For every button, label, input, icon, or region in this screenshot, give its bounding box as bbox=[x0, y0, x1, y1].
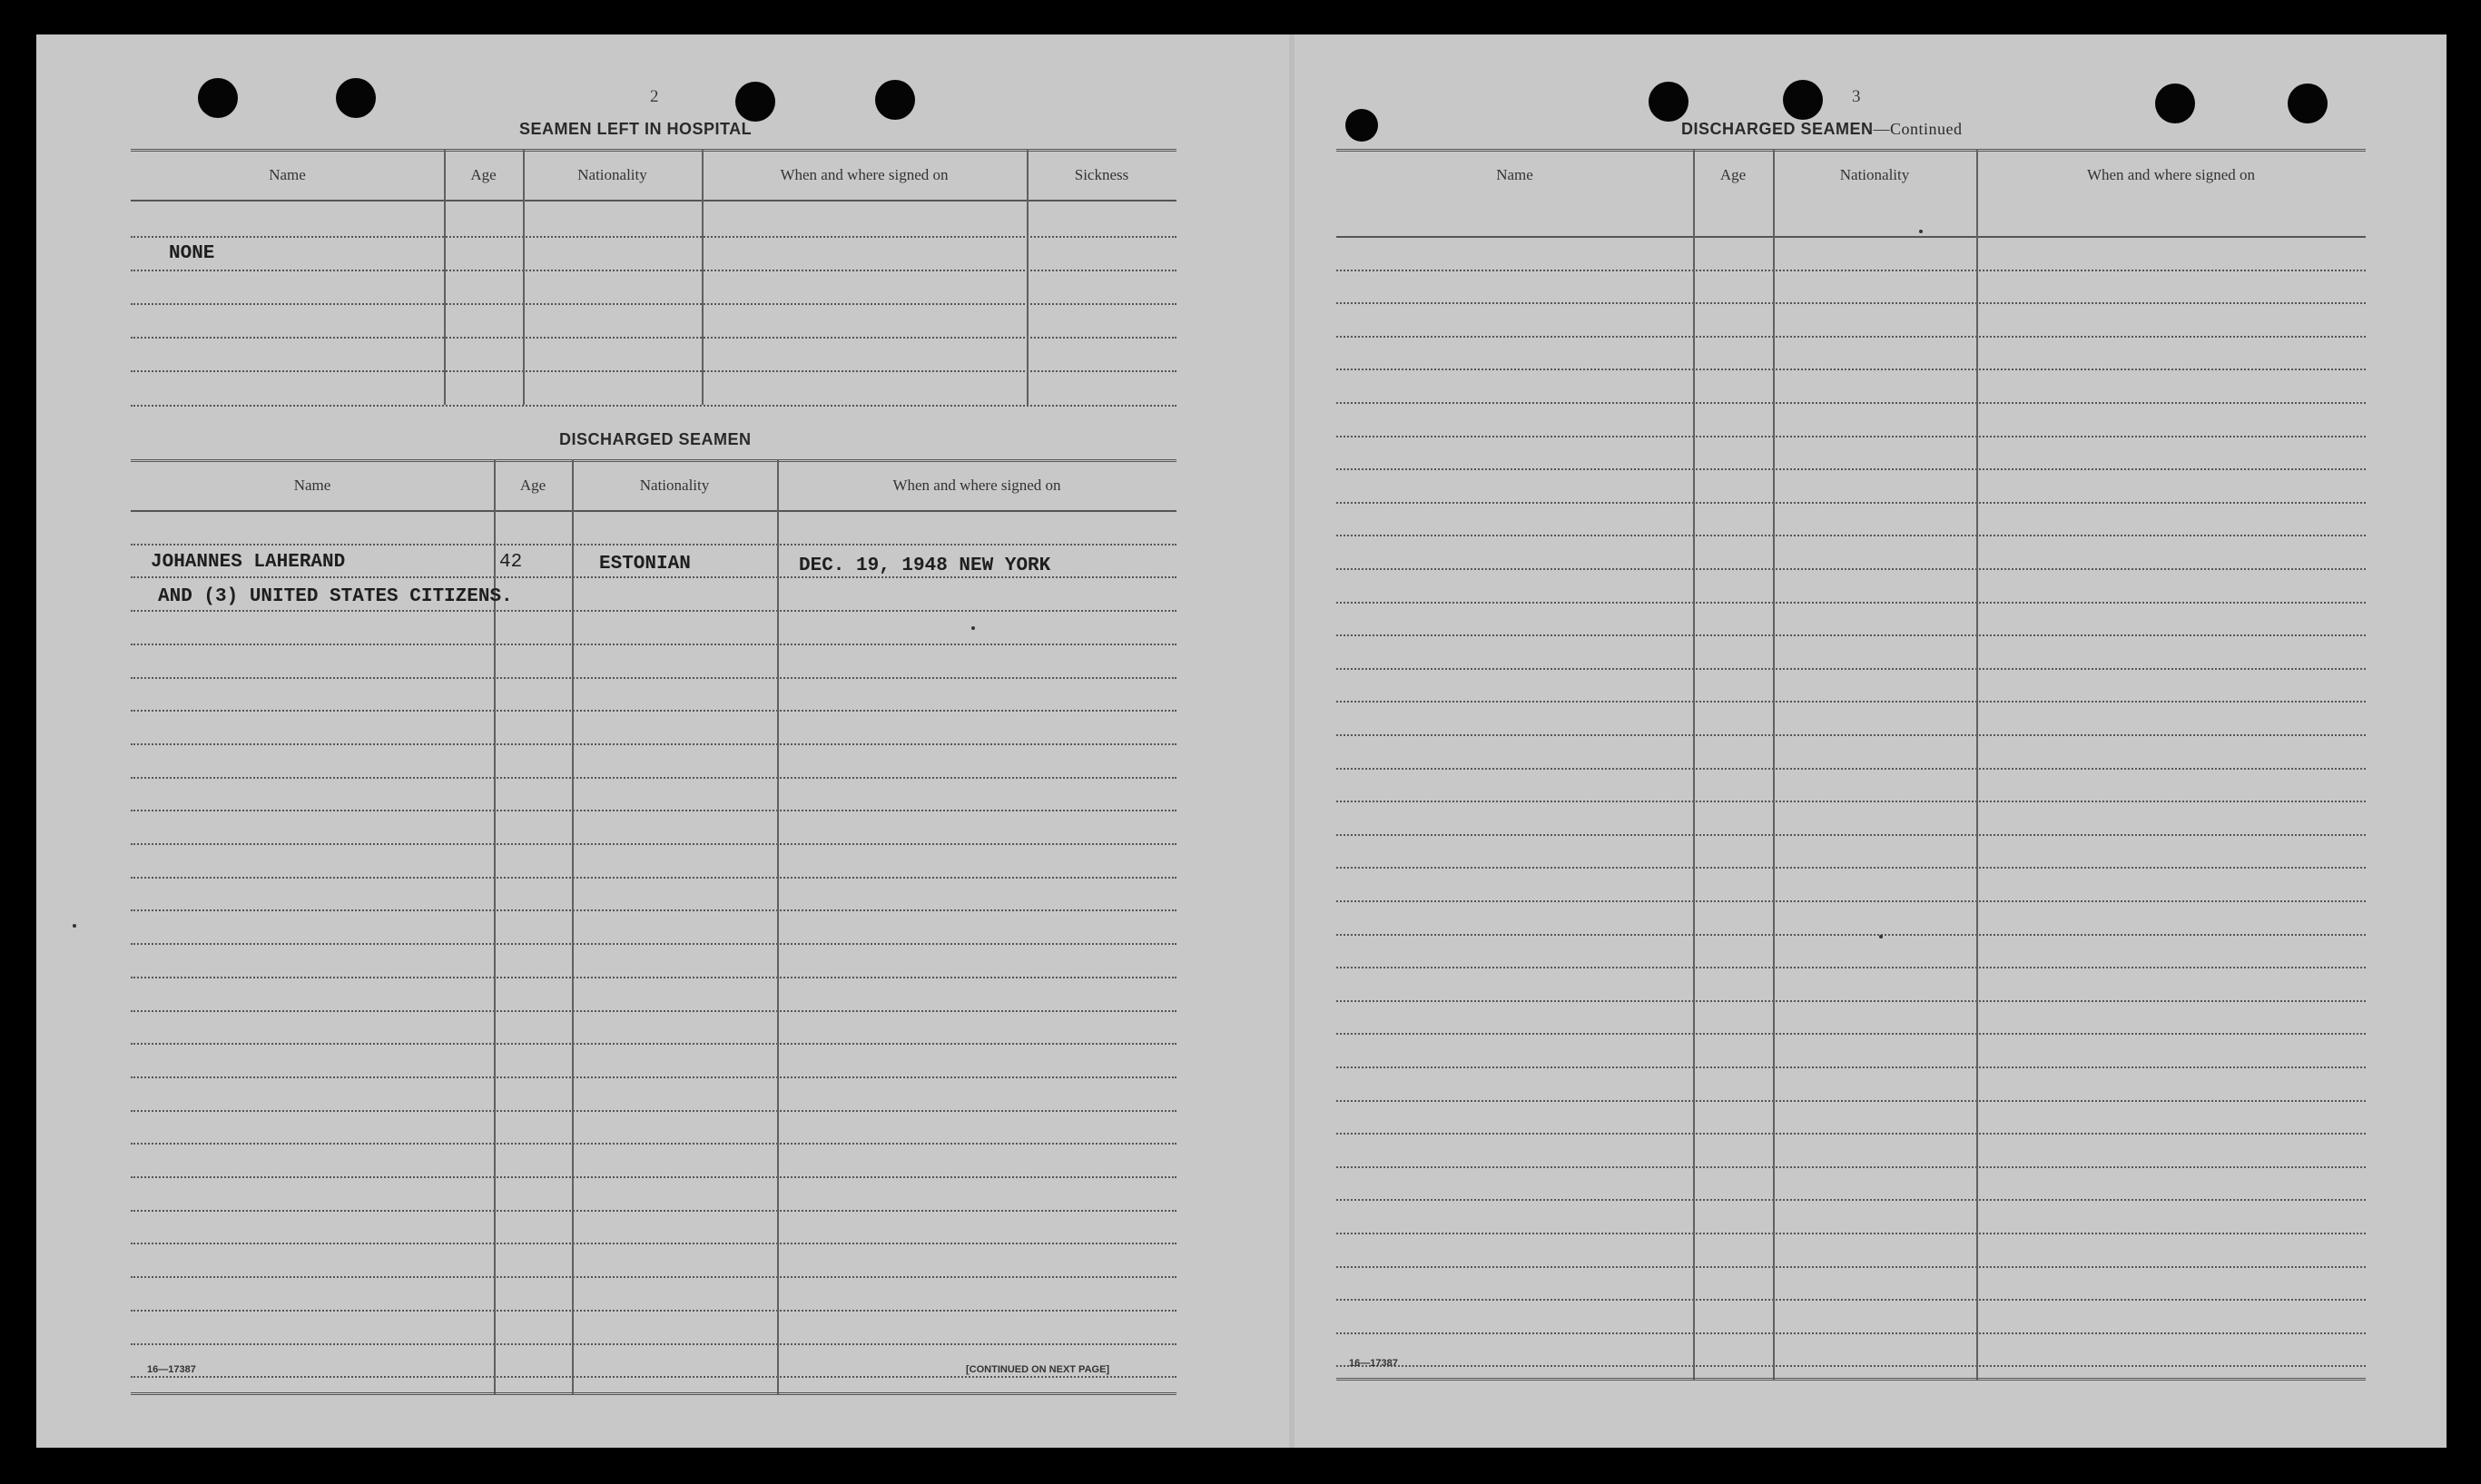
ruled-line bbox=[131, 677, 1177, 679]
ruled-line bbox=[1336, 236, 2366, 238]
ruled-line bbox=[1336, 468, 2366, 470]
column-header: Nationality bbox=[1839, 166, 1910, 183]
discharged-table bbox=[131, 459, 1177, 1400]
ruled-line bbox=[1336, 436, 2366, 437]
page-number: 2 bbox=[650, 87, 659, 106]
ruled-line bbox=[131, 710, 1177, 712]
continued-note: [CONTINUED ON NEXT PAGE] bbox=[966, 1364, 1110, 1375]
ruled-line bbox=[1336, 1100, 2366, 1102]
column-header: Age bbox=[1719, 166, 1747, 183]
ruled-line bbox=[131, 1343, 1177, 1345]
ruled-line bbox=[131, 1210, 1177, 1212]
ruled-line bbox=[131, 943, 1177, 945]
section-title-hospital: SEAMEN LEFT IN HOSPITAL bbox=[519, 120, 753, 138]
ruled-line bbox=[1336, 568, 2366, 570]
scanned-document bbox=[36, 34, 2447, 1448]
ruled-line bbox=[1336, 1299, 2366, 1301]
row-name: AND (3) UNITED STATES CITIZENS. bbox=[158, 586, 513, 607]
ruled-line bbox=[131, 1243, 1177, 1244]
ruled-line bbox=[131, 1110, 1177, 1112]
ruled-line bbox=[131, 510, 1177, 512]
scan-speck bbox=[73, 924, 76, 928]
ruled-line bbox=[131, 1176, 1177, 1178]
ruled-line bbox=[131, 1310, 1177, 1312]
ruled-line bbox=[1336, 602, 2366, 604]
ruled-line bbox=[1336, 734, 2366, 736]
ruled-line bbox=[1336, 535, 2366, 536]
ruled-line bbox=[131, 644, 1177, 645]
ruled-line bbox=[131, 1276, 1177, 1278]
ruled-line bbox=[131, 977, 1177, 978]
ruled-line bbox=[1336, 801, 2366, 802]
section-title-discharged: DISCHARGED SEAMEN bbox=[559, 430, 752, 448]
column-header: When and where signed on bbox=[892, 477, 1061, 494]
ruled-line bbox=[1336, 402, 2366, 404]
ruled-line bbox=[1336, 668, 2366, 670]
punch-hole bbox=[875, 80, 915, 120]
row-age: 42 bbox=[499, 552, 523, 573]
ruled-line bbox=[1336, 934, 2366, 936]
punch-hole bbox=[1649, 82, 1688, 122]
ruled-line bbox=[1336, 1233, 2366, 1234]
ruled-line bbox=[1336, 634, 2366, 636]
form-number: 16—17387 bbox=[1349, 1358, 1398, 1369]
ruled-line bbox=[1336, 1199, 2366, 1201]
column-header: Name bbox=[293, 477, 331, 494]
form-number: 16—17387 bbox=[147, 1364, 196, 1375]
ruled-line bbox=[131, 1043, 1177, 1045]
punch-hole bbox=[2155, 84, 2195, 123]
hospital-entry: NONE bbox=[169, 243, 215, 264]
section-title-text: DISCHARGED SEAMEN bbox=[1681, 120, 1874, 138]
section-title-discharged-continued bbox=[1681, 120, 1963, 139]
ruled-line bbox=[1336, 1033, 2366, 1035]
row-nationality: ESTONIAN bbox=[599, 554, 691, 575]
ruled-line bbox=[131, 843, 1177, 845]
ruled-line bbox=[131, 1376, 1177, 1378]
row-signed-on: DEC. 19, 1948 NEW YORK bbox=[799, 555, 1051, 576]
ruled-line bbox=[131, 1010, 1177, 1012]
page-number: 3 bbox=[1852, 87, 1861, 106]
ruled-line bbox=[1336, 502, 2366, 504]
ruled-line bbox=[131, 1076, 1177, 1078]
ruled-line bbox=[131, 909, 1177, 911]
ruled-line bbox=[131, 544, 1177, 545]
ruled-line bbox=[1336, 1266, 2366, 1268]
ruled-line bbox=[1336, 1000, 2366, 1002]
ruled-line bbox=[131, 877, 1177, 879]
column-header: Nationality bbox=[577, 166, 647, 183]
ruled-line bbox=[1336, 1332, 2366, 1334]
ruled-line bbox=[1336, 369, 2366, 370]
ruled-line bbox=[1336, 967, 2366, 968]
ruled-line bbox=[1336, 867, 2366, 869]
ruled-line bbox=[1336, 336, 2366, 338]
column-header: When and where signed on bbox=[780, 166, 949, 183]
ruled-line bbox=[1336, 302, 2366, 304]
ruled-line bbox=[1336, 270, 2366, 271]
scan-speck bbox=[971, 626, 975, 630]
punch-hole bbox=[2288, 84, 2328, 123]
ruled-line bbox=[131, 610, 1177, 612]
ruled-line bbox=[1336, 701, 2366, 703]
column-header: Age bbox=[470, 166, 497, 183]
ruled-line bbox=[131, 743, 1177, 745]
page-fold bbox=[1289, 34, 1295, 1448]
punch-hole bbox=[336, 78, 376, 118]
ruled-line bbox=[131, 810, 1177, 811]
ruled-line bbox=[1336, 1133, 2366, 1135]
punch-hole bbox=[1783, 80, 1823, 120]
column-header: Age bbox=[519, 477, 546, 494]
ruled-line bbox=[1336, 1066, 2366, 1068]
column-header: Name bbox=[1496, 166, 1533, 183]
row-name: JOHANNES LAHERAND bbox=[151, 552, 346, 573]
section-title-suffix: —Continued bbox=[1873, 120, 1963, 138]
ruled-lines bbox=[1336, 149, 2366, 1383]
ruled-line bbox=[1336, 1365, 2366, 1367]
table-header bbox=[131, 158, 1177, 192]
ruled-line bbox=[1336, 834, 2366, 836]
column-header: Nationality bbox=[639, 477, 710, 494]
ruled-line bbox=[1336, 900, 2366, 902]
discharged-continued-table bbox=[1336, 149, 2366, 1383]
punch-hole bbox=[735, 82, 775, 122]
ruled-line bbox=[131, 576, 1177, 578]
hospital-table bbox=[131, 149, 1177, 448]
ruled-line bbox=[131, 777, 1177, 779]
punch-hole bbox=[1345, 109, 1378, 142]
ruled-line bbox=[131, 1143, 1177, 1145]
scan-speck bbox=[1879, 935, 1883, 939]
ruled-line bbox=[1336, 768, 2366, 770]
ruled-line bbox=[1336, 1166, 2366, 1168]
column-header: Sickness bbox=[1074, 166, 1129, 183]
column-header: Name bbox=[269, 166, 306, 183]
punch-hole bbox=[198, 78, 238, 118]
column-header: When and where signed on bbox=[2086, 166, 2256, 183]
scan-speck bbox=[1919, 230, 1923, 233]
